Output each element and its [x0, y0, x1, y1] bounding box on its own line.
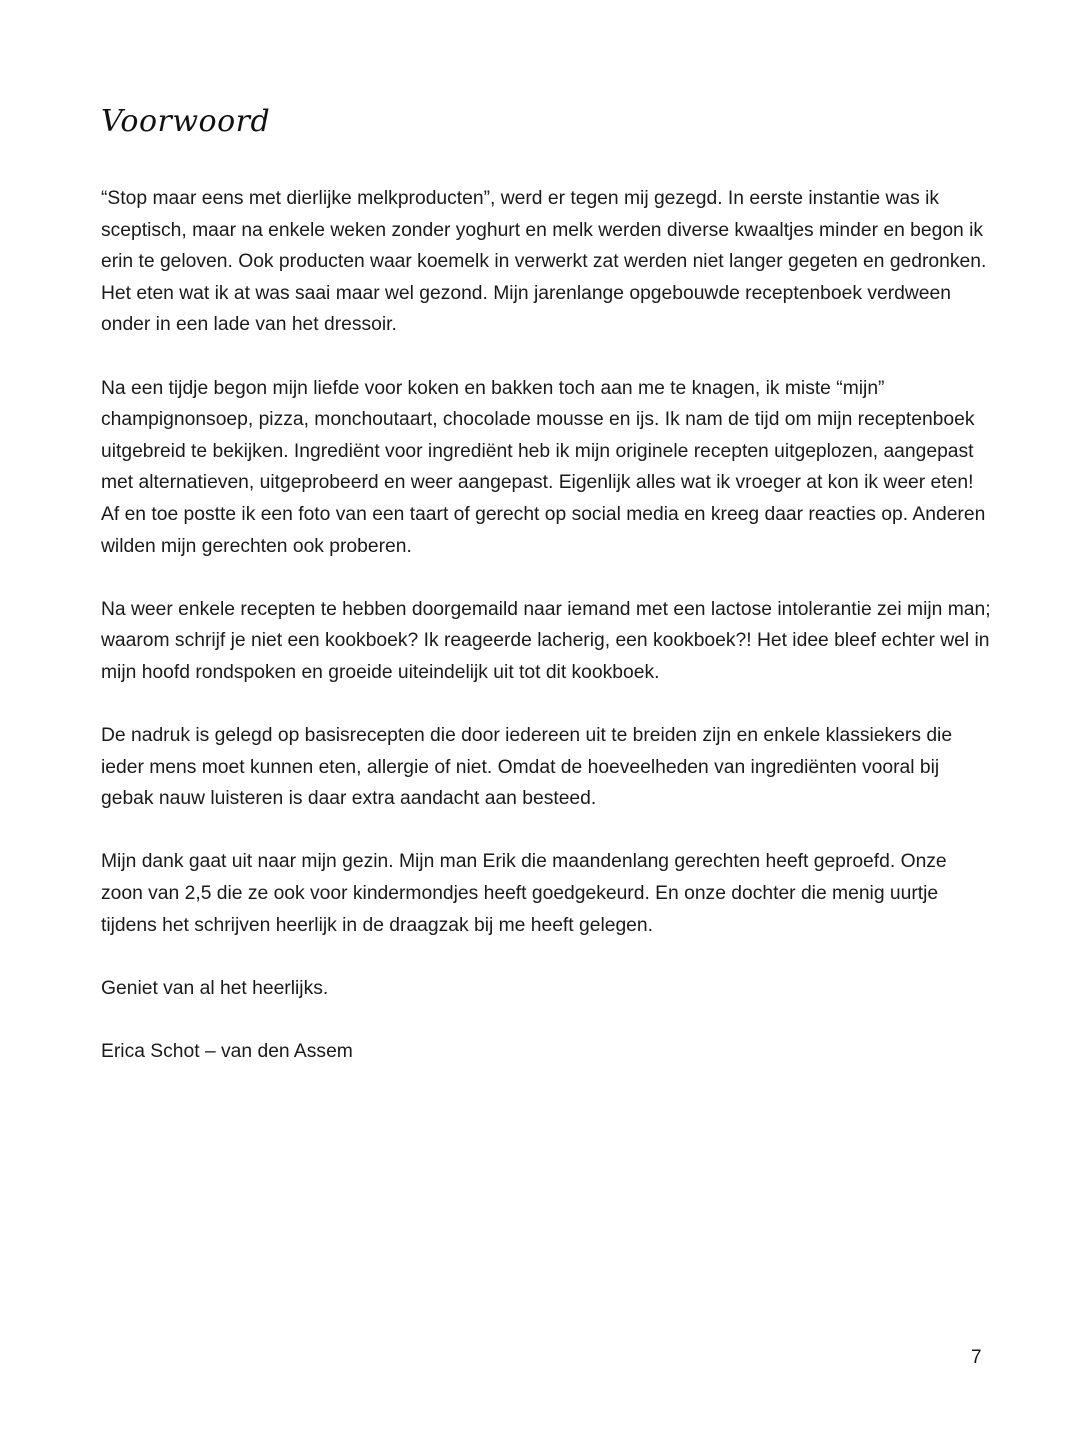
paragraph-focus: De nadruk is gelegd op basisrecepten die door iedereen uit te breiden zijn en enkele klassiekers die ieder mens moet kunnen eten, allergie of niet. Omdat de hoeveelheden van ingrediënten vooral bij gebak nauw luisteren is daar extra aandacht aan besteed.: [101, 725, 953, 810]
foreword-body: [101, 183, 991, 1099]
paragraph-intro: “Stop maar eens met dierlijke melkproducten”, werd er tegen mij gezegd. In eerste instantie was ik sceptisch, maar na enkele weken zonder yoghurt en melk werden diverse kwaaltjes minder en begon ik erin te geloven. Ook producten waar koemelk in verwerkt zat werden niet langer gegeten en gedronken. Het eten wat ik at was saai maar wel gezond. Mijn jarenlange opgebouwde receptenboek verdween onder in een lade van het dressoir.: [101, 188, 987, 336]
paragraph-thanks: Mijn dank gaat uit naar mijn gezin. Mijn man Erik die maandenlang gerechten heeft geproefd. Onze zoon van 2,5 die ze ook voor kindermondjes heeft goedgekeurd. En onze dochter die menig uurtje tijdens het schrijven heerlijk in de draagzak bij me heeft gelegen.: [101, 851, 947, 936]
page-number: 7: [971, 1347, 982, 1368]
page-title: Voorwoord: [101, 104, 271, 139]
paragraph-closing: Geniet van al het heerlijks.: [101, 977, 329, 999]
paragraph-cookbook-idea: Na weer enkele recepten te hebben doorgemaild naar iemand met een lactose intolerantie zei mijn man; waarom schrijf je niet een kookboek? Ik reageerde lacherig, een kookboek?! Het idee bleef echter wel in mijn hoofd rondspoken en groeide uiteindelijk uit tot dit kookboek.: [101, 598, 991, 683]
paragraph-rediscovery: Na een tijdje begon mijn liefde voor koken en bakken toch aan me te knagen, ik miste “mijn” champignonsoep, pizza, monchoutaart, chocolade mousse en ijs. Ik nam de tijd om mijn receptenboek uitgebreid te bekijken. Ingrediënt voor ingrediënt heb ik mijn originele recepten uitgeplozen, aangepast met alternatieven, uitgeprobeerd en weer aangepast. Eigenlijk alles wat ik vroeger at kon ik weer eten! Af en toe postte ik een foto van een taart of gerecht op social media en kreeg daar reacties op. Anderen wilden mijn gerechten ook proberen.: [101, 377, 986, 557]
author-signature: Erica Schot – van den Assem: [101, 1041, 353, 1063]
